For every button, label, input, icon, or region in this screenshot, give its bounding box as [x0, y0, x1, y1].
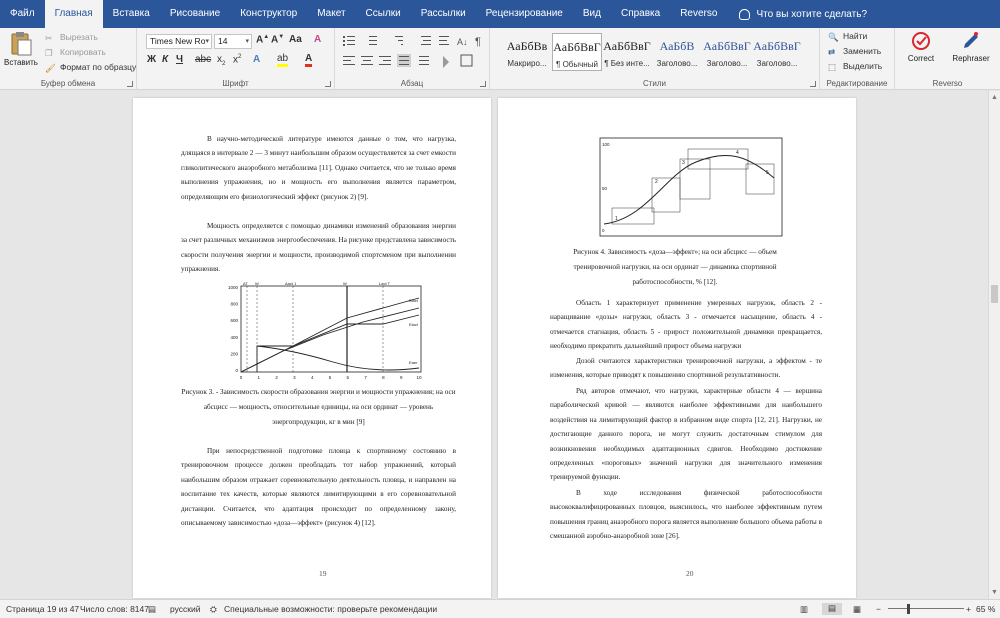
rephraser-label: Rephraser — [952, 54, 990, 63]
menu-bar — [0, 0, 1000, 28]
web-layout-icon[interactable]: ▦ — [853, 604, 862, 614]
reverso-group-label: Reverso — [932, 79, 963, 88]
figure3-x-tick: 3 — [293, 375, 296, 380]
ribbon — [0, 28, 1000, 90]
page19-para1-text: В научно-методической литературе имеются данные о том, что нагрузка, длящаяся в интервале 2 — 3 минут наибольшим образом осуществляется за счет емкости гликолитического анаэробного метаболизма [11]. Однако считается, что не только время выполнения упражнения, но и мощность его выполнения является параметром, определяющим его физиологический эффект (рисунок 2) [9]. — [181, 135, 456, 201]
figure3-series-label: Elact — [409, 298, 418, 303]
tab-10[interactable]: Справка — [620, 8, 661, 19]
style-name: ¶ Обычный — [556, 60, 598, 69]
find-label: Найти — [843, 31, 868, 41]
style-item[interactable] — [702, 33, 752, 71]
italic-button[interactable]: К — [162, 54, 169, 65]
page20-para3 — [550, 384, 822, 485]
page20-para3-text: Ряд авторов отмечают, что нагрузки, характерные области 4 — вершина параболической кривой — являются наиболее эффективными для наибольшего воздействия на лимитирующий фактор в избранном виде спорта [12, 21]. Нагрузки, не достигающие данного порога, не могут служить достаточным стимулом для возникновения необходимых адаптационных сдвигов. Необходимо достижение определенных «пороговых» значений нагрузки для значительного изменения тренируемой функции. — [550, 387, 822, 482]
style-sample: АаБбВвГ — [703, 39, 751, 53]
figure3-y-tick: 800 — [230, 301, 238, 307]
figure3-x-tick: 5 — [328, 375, 332, 380]
tab-2[interactable]: Вставка — [112, 8, 150, 19]
font-group — [137, 28, 335, 90]
cut-button[interactable] — [45, 32, 98, 42]
tab-5[interactable]: Макет — [317, 8, 346, 19]
figure3-x-tick: 8 — [382, 375, 385, 380]
figure3-x-tick: 7 — [364, 375, 367, 380]
page20-para1 — [550, 296, 822, 354]
tab-1[interactable]: Главная — [45, 0, 103, 28]
figure4-caption: Рисунок 4. Зависимость «доза—эффект»; на оси абсцисс — объем тренировочной нагрузки, на оси ординат — динамика спортивной работоспособности, % [12]. — [573, 248, 777, 286]
figure4-region-label: 3 — [682, 160, 685, 166]
figure4-y-tick: 100 — [602, 142, 610, 147]
svg-text:A↓: A↓ — [457, 37, 468, 47]
style-name: Заголово... — [656, 59, 698, 68]
page-number-19: 19 — [319, 569, 327, 578]
style-name: Макриро... — [507, 59, 547, 68]
figure3-y-tick: 0 — [235, 368, 238, 373]
font-name-value: Times New Ro — [150, 36, 206, 46]
svg-text:¶: ¶ — [475, 36, 481, 48]
select-button[interactable] — [828, 61, 882, 71]
figure4-region-5 — [746, 164, 774, 194]
style-sample: АаБбВвГ — [753, 39, 801, 53]
font-size-combo[interactable] — [214, 34, 252, 49]
tab-3[interactable]: Рисование — [169, 8, 221, 19]
scroll-up-icon[interactable]: ▲ — [991, 94, 998, 101]
vertical-scrollbar[interactable] — [988, 91, 1000, 599]
styles-group-label: Стили — [642, 79, 667, 88]
tab-6[interactable]: Ссылки — [365, 8, 401, 19]
paste-label: Вставить — [4, 58, 38, 67]
figure3-series-label: Eaer — [409, 360, 418, 365]
style-item[interactable] — [602, 33, 652, 71]
chevron-down-icon: ▾ — [205, 38, 209, 45]
figure3-marker-label: W — [343, 281, 347, 286]
page-20[interactable] — [498, 98, 856, 598]
grow-font-button[interactable]: A▲ — [256, 34, 270, 46]
tab-7[interactable]: Рассылки — [420, 8, 466, 19]
figure4-region-label: 1 — [615, 216, 618, 222]
rephraser-button[interactable] — [945, 30, 997, 63]
check-circle-icon — [910, 30, 932, 52]
figure3-y-tick: 600 — [230, 318, 238, 324]
style-item[interactable] — [752, 33, 802, 71]
figure3-marker-label: AT — [243, 281, 248, 286]
figure3-marker-label: W — [255, 281, 259, 286]
tab-8[interactable]: Рецензирование — [485, 8, 563, 19]
replace-button[interactable] — [828, 46, 881, 56]
style-name: Заголово... — [706, 59, 748, 68]
figure3-x-tick: 1 — [257, 375, 261, 380]
figure4-chart — [596, 134, 786, 239]
tell-me-search[interactable] — [739, 9, 867, 20]
style-sample: АаБбВвГ — [603, 39, 651, 53]
figure3-y-tick: 400 — [230, 334, 238, 340]
zoom-out-icon[interactable]: − — [876, 604, 881, 614]
clear-format-icon[interactable]: A — [314, 34, 322, 45]
font-launcher-icon[interactable] — [325, 81, 331, 87]
styles-gallery — [502, 33, 802, 71]
status-bar — [0, 599, 1000, 618]
format-painter-label: Формат по образцу — [60, 62, 137, 72]
font-name-combo[interactable] — [146, 34, 212, 49]
style-sample: АаБбВв — [506, 39, 548, 53]
page19-para3 — [181, 444, 456, 530]
tab-11[interactable]: Reverso — [680, 8, 718, 19]
figure3-frame — [241, 286, 421, 372]
replace-label: Заменить — [843, 46, 882, 56]
underline-button[interactable]: Ч — [176, 54, 184, 65]
figure3-x-tick: 4 — [310, 375, 314, 380]
subscript-button[interactable]: $x_2$ — [217, 54, 226, 67]
style-name: Заголово... — [756, 59, 798, 68]
chevron-down-icon: ▾ — [245, 38, 249, 45]
clipboard-group-label: Буфер обмена — [40, 79, 96, 88]
clipboard-group — [0, 28, 137, 90]
font-size-value: 14 — [218, 36, 228, 46]
copy-icon: ❐ — [45, 47, 53, 58]
bold-button[interactable]: Ж — [147, 54, 157, 65]
cut-label: Вырезать — [60, 32, 98, 42]
scroll-down-icon[interactable]: ▼ — [991, 589, 998, 596]
figure4-frame — [600, 138, 782, 236]
format-painter-button[interactable] — [45, 62, 136, 72]
page20-para4-text: В ходе исследования физической работоспособности высококвалифицированных пловцов, выяснилось, что наиболее эффективным путем повышения границ анаэробного порога является выполнение большого объема работы в смешанной аэробно-анаэробной зоне [26]. — [550, 489, 822, 541]
figure3-x-tick: 10 — [416, 375, 422, 380]
accessibility-icon[interactable]: ⛭ — [210, 604, 217, 614]
zoom-in-icon[interactable]: + — [966, 604, 971, 614]
figure3-y-tick: 200 — [230, 351, 238, 357]
style-item[interactable] — [552, 33, 602, 71]
page19-para2 — [181, 219, 456, 277]
styles-launcher-icon[interactable] — [810, 81, 816, 87]
select-label: Выделить — [843, 61, 883, 71]
copy-button[interactable] — [45, 47, 106, 57]
superscript-button[interactable]: $x^2$ — [233, 54, 242, 66]
status-accessibility[interactable]: Специальные возможности: проверьте рекомендации — [224, 604, 438, 614]
page20-para4 — [550, 486, 822, 544]
paragraph-controls[interactable] — [343, 34, 483, 70]
figure4-dose-effect-curve — [604, 155, 774, 224]
cursor-icon: ⬚ — [828, 61, 837, 72]
style-sample: АаБбВ — [659, 39, 695, 53]
find-button[interactable] — [828, 31, 867, 41]
style-item[interactable] — [502, 33, 552, 71]
zoom-slider-thumb[interactable] — [907, 604, 910, 614]
status-page[interactable]: Страница 19 из 47 — [6, 604, 80, 614]
status-language[interactable]: русский — [170, 604, 201, 614]
figure3-marker-label: Lact T — [379, 281, 391, 286]
figure4-region-1 — [612, 208, 654, 224]
figure3-series-label: Elact — [409, 322, 418, 327]
strikethrough-button[interactable]: abc — [195, 54, 212, 65]
figure4-region-label: 5 — [766, 170, 769, 176]
paste-icon — [9, 30, 33, 56]
highlight-button[interactable]: ab — [277, 54, 288, 67]
shrink-font-button[interactable]: A▼ — [271, 34, 285, 46]
style-item[interactable] — [652, 33, 702, 71]
scroll-thumb[interactable] — [991, 285, 998, 303]
print-layout-icon[interactable]: ▤ — [822, 603, 842, 615]
figure4-region-label: 4 — [736, 150, 739, 156]
reverso-group — [895, 28, 1000, 90]
paragraph-launcher-icon[interactable] — [480, 81, 486, 87]
page19-para3-text: При непосредственной подготовке пловца к спортивному состоянию в тренировочном процессе должен преобладать тот набор упражнений, который наибольшим образом отражает соревновательную деятельность пловца, и направлен на воспитание тех качеств, которые являются лимитирующими в его соревновательной дистанции. Считается, что адаптация происходит по определенному закону, описываемому зависимостью «доза—эффект» (рисунок 4) [12]. — [181, 447, 456, 528]
search-icon: 🔍 — [828, 31, 839, 42]
zoom-slider[interactable] — [888, 608, 964, 609]
figure3-x-tick: 0 — [239, 375, 243, 380]
style-name: ¶ Без инте... — [604, 59, 650, 68]
correct-button[interactable] — [900, 30, 942, 63]
figure3-marker-label: Aact 1 — [285, 281, 297, 286]
figure3-x-tick: 9 — [399, 375, 403, 380]
figure4-region-label: 2 — [655, 179, 658, 185]
clipboard-launcher-icon[interactable] — [127, 81, 133, 87]
figure3-series-alactic — [257, 346, 419, 370]
editing-group-label: Редактирование — [826, 79, 888, 88]
figure3-x-tick: 2 — [275, 375, 278, 380]
page20-para2-text: Дозой считаются характеристики тренировочной нагрузки, а эффектом - те изменения, которые приводят к повышению спортивной результативности. — [550, 357, 822, 380]
document-area[interactable] — [0, 91, 988, 599]
tab-9[interactable]: Вид — [582, 8, 601, 19]
figure3-series-aerobic — [241, 308, 419, 372]
figure4-y-tick: 50 — [602, 186, 608, 191]
paragraph-group-label: Абзац — [400, 79, 424, 88]
figure3-chart — [223, 280, 428, 385]
page-number-20: 20 — [686, 569, 694, 578]
replace-icon: ⇄ — [828, 46, 836, 57]
figure3-caption: Рисунок 3. - Зависимость скорости образования энергии и мощности упражнения; на оси абсцисс — мощность, относительные единицы, на оси ординат — уровень энергопродукции, кг в мин [9] — [181, 388, 456, 426]
correct-label: Correct — [907, 54, 935, 63]
figure3-y-tick: 1000 — [227, 285, 238, 290]
brush-icon: 🖌 — [45, 62, 56, 73]
paste-button[interactable] — [4, 30, 38, 67]
status-word-count[interactable]: Число слов: 8147 — [80, 604, 149, 614]
read-mode-icon[interactable]: ▥ — [800, 604, 809, 614]
copy-label: Копировать — [60, 47, 106, 57]
figure4-y-tick: 0 — [602, 228, 605, 233]
font-group-label: Шрифт — [222, 79, 249, 88]
page19-para2-text: Мощность определяется с помощью динамики изменений образования энергии за счет различных механизмов энергообеспечения. На рисунке представлена зависимость скорости получения энергии и мощности, производимой спортсменом при выполнении упражнения. — [181, 222, 456, 274]
page20-para1-text: Область 1 характеризует применение умеренных нагрузок, область 2 - наращивание «дозы» нагрузки, область 3 - отмечается насыщение, область 4 - отмечается стагнация, область 5 - прирост положительной динамики прекращается, необходимо прекратить дальнейший прирост объема нагрузки — [550, 299, 822, 351]
scissors-icon: ✂ — [45, 32, 53, 43]
tab-0[interactable]: Файл — [10, 8, 35, 19]
tell-me-text: Что вы хотите сделать? — [756, 8, 867, 20]
proofing-icon[interactable]: ▤ — [148, 604, 157, 614]
paragraph-group — [335, 28, 490, 90]
tab-4[interactable]: Конструктор — [240, 8, 298, 19]
pen-icon — [960, 30, 982, 52]
status-zoom[interactable]: 65 % — [976, 604, 996, 614]
page19-para1 — [181, 132, 456, 204]
page20-para2 — [550, 354, 822, 383]
page-19[interactable] — [133, 98, 491, 598]
editing-group — [820, 28, 895, 90]
change-case-button[interactable]: Aa — [289, 34, 302, 45]
font-color-button[interactable]: A — [305, 54, 312, 67]
text-effects-icon[interactable]: A — [253, 54, 261, 65]
figure3-x-tick: 6 — [346, 375, 350, 380]
lightbulb-icon — [739, 9, 750, 20]
style-sample: АаБбВвГ — [553, 40, 601, 54]
